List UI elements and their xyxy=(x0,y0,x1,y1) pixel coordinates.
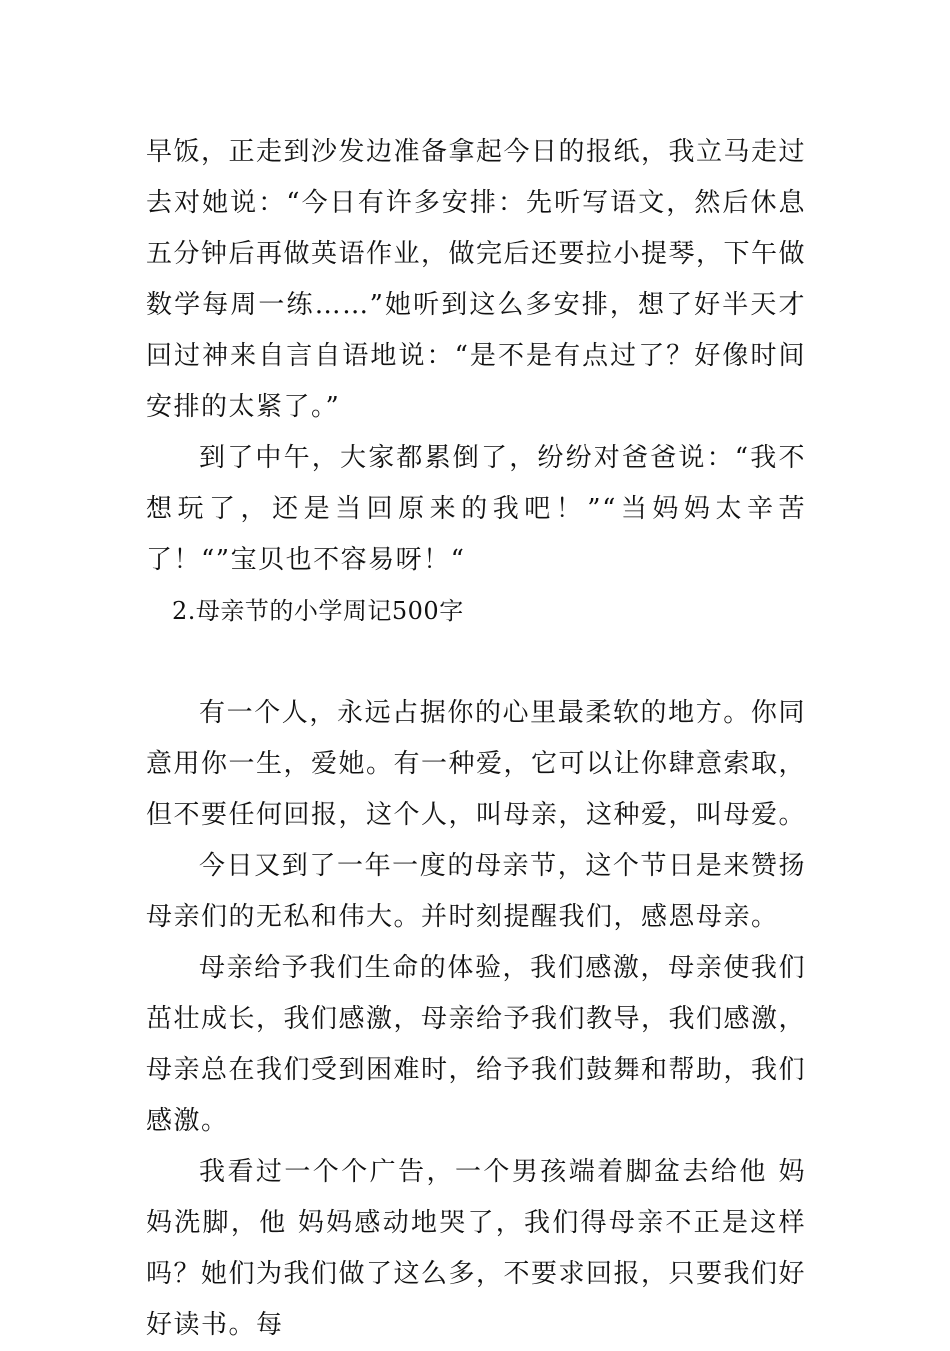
paragraph-breakfast-plan: 早饭，正走到沙发边准备拿起今日的报纸，我立马走过去对她说：“今日有许多安排：先听写语文，然后休息五分钟后再做英语作业，做完后还要拉小提琴，下午做数学每周一练……”她听到这么多安排，想了好半天才回过神来自言自语地说：“是不是有点过了？好像时间安排的太紧了。” xyxy=(146,137,807,422)
blank-line xyxy=(146,637,806,688)
section-heading: 2.母亲节的小学周记500字 xyxy=(172,597,464,625)
paragraph-noon-tired: 到了中午，大家都累倒了，纷纷对爸爸说：“我不想玩了，还是当回原来的我吧！”“当妈妈太辛苦了！“”宝贝也不容易呀！“ xyxy=(146,443,806,575)
paragraph-mothers-day: 今日又到了一年一度的母亲节，这个节日是来赞扬母亲们的无私和伟大。并时刻提醒我们，感恩母亲。 xyxy=(146,851,806,932)
paragraph-gratitude: 母亲给予我们生命的体验，我们感激，母亲使我们茁壮成长，我们感激，母亲给予我们教导，我们感激，母亲总在我们受到困难时，给予我们鼓舞和帮助，我们感激。 xyxy=(146,953,807,1136)
paragraph-advertisement: 我看过一个个广告，一个男孩端着脚盆去给他 妈妈洗脚，他 妈妈感动地哭了，我们得母亲不正是这样吗？她们为我们做了这么多，不要求回报，只要我们好好读书。每 xyxy=(146,1157,807,1340)
document-page xyxy=(146,127,806,1351)
paragraph-mother-love: 有一个人，永远占据你的心里最柔软的地方。你同意用你一生，爱她。有一种爱，它可以让你肆意索取，但不要任何回报，这个人，叫母亲，这种爱，叫母爱。 xyxy=(146,698,807,830)
